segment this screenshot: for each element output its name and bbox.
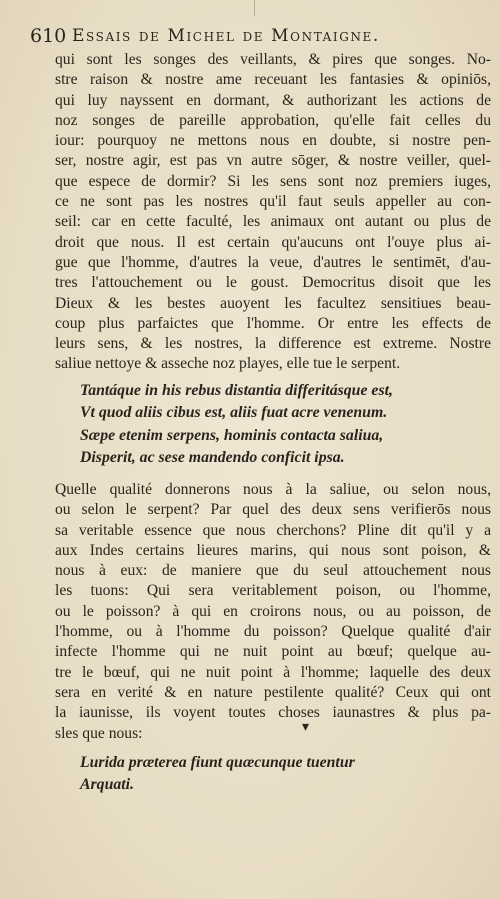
text-line: seil: car en cette faculté, les animaux ont autant ou plus de <box>55 213 491 231</box>
text-line: Dieux & les bestes auoyent les facultez sensitiues beau- <box>55 294 491 312</box>
text-line: aux Indes certains lieures marins, qui nous sont poison, & <box>55 541 491 559</box>
verse-line: Arquati. <box>80 776 134 794</box>
page-header <box>30 25 490 51</box>
verse-line: Disperit, ac sese mandendo conficit ipsa. <box>80 448 345 466</box>
text-line: tres l'attouchement ou le goust. Democritus disoit que les <box>55 274 491 292</box>
text-line: ou selon le serpent? Par quel des deux sens verifierōs nous <box>55 501 491 519</box>
text-line: stre raison & nostre ame receuant les fantasies & opiniōs, <box>55 71 491 89</box>
text-line: ser, nostre agir, est pas vn autre sōger, & nostre veiller, quel- <box>55 152 491 170</box>
text-line: infecte l'homme qui ne nuit point au bœuf; quelque au- <box>55 643 491 661</box>
text-line: noz songes de pareille approbation, qu'elle fait celles du <box>55 111 491 129</box>
text-line: droit que nous. Il est certain qu'aucuns ont l'ouye plus ai- <box>55 233 491 251</box>
text-line: ce ne sont pas les nostres qu'il faut seuls appeller au con- <box>55 193 491 211</box>
page-number: 610 <box>30 25 67 47</box>
verse-line: Sæpe etenim serpens, hominis contacta saliua, <box>80 426 384 444</box>
verse-line: Vt quod aliis cibus est, aliis fuat acre venenum. <box>80 404 388 422</box>
text-line: ou le poisson? à qui en croirons nous, ou au poisson, de <box>55 602 491 620</box>
verse-line: Lurida præterea fiunt quæcunque tuentur <box>80 754 355 771</box>
text-line: tre le bœuf, qui ne nuit point à l'homme; laquelle des deux <box>55 663 491 681</box>
paragraph-1 <box>55 50 491 375</box>
text-line: l'homme, ou à l'homme du poisson? Quelque qualité d'air <box>55 623 491 641</box>
page-fold-mark <box>254 0 255 16</box>
latin-quotation-2 <box>80 752 480 797</box>
latin-quotation-1 <box>80 380 480 469</box>
verse-line: Tantáque in his rebus distantia differitásque est, <box>80 382 393 399</box>
text-line: qui sont les songes des veillants, & pires que songes. No- <box>55 51 491 68</box>
running-title: Essais de Michel de Montaigne. <box>72 26 380 46</box>
text-line: leurs sens, & les nostres, la difference est extreme. Nostre <box>55 335 491 353</box>
text-line: sera en verité & en nature pestilente qualité? Ceux qui ont <box>55 683 491 701</box>
text-line: sa veritable essence que nous cherchons? Pline dit qu'il y a <box>55 521 491 539</box>
text-line: qui luy nayssent en dormant, & authorizant les actions de <box>55 91 491 109</box>
text-line: gue que l'homme, d'autres la veue, d'autres le sentimēt, d'au- <box>55 253 491 271</box>
text-line: Quelle qualité donnerons nous à la saliue, ou selon nous, <box>55 481 491 498</box>
text-line: iour: pourquoy ne mettons nous en doubte, si nostre pen- <box>55 132 491 150</box>
text-line: saliue nettoye & asseche noz playes, elle tue le serpent. <box>55 355 401 373</box>
catchword-mark: ▾ <box>302 719 310 735</box>
text-line: les tuons: Qui sera veritablement poison, ou l'homme, <box>55 582 491 600</box>
paragraph-2 <box>55 480 491 744</box>
text-line: que espece de dormir? Si les sens sont noz premiers iuges, <box>55 172 491 190</box>
text-line: coup plus parfaictes que l'homme. Or entre les effects de <box>55 314 491 332</box>
text-line: sles que nous: <box>55 724 143 742</box>
text-line: nous à eux: de maniere que du seul attouchement nous <box>55 562 491 580</box>
text-line: la iaunisse, ils voyent toutes choses iaunastres & plus pa- <box>55 704 491 722</box>
